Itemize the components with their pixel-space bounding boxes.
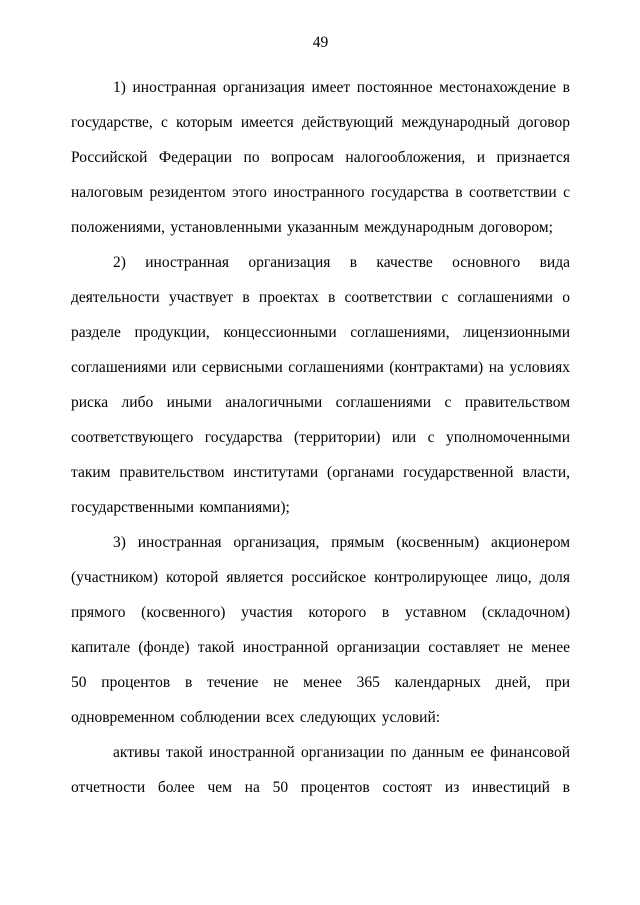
paragraph: активы такой иностранной организации по данным ее финансовой отчетности более чем на 50 процентов состоят из инвестиций в xyxy=(71,744,570,796)
paragraph: 3) иностранная организация, прямым (косвенным) акционером (участником) которой является российское контролирующее лицо, доля прямого (косвенного) участия которого в уставном (складочном) капитале (фонде) такой иностранной организации составляет не менее 50 процентов в течение не менее 365 календарных дней, при одновременном соблюдении всех следующих условий: xyxy=(71,534,570,726)
paragraph: 2) иностранная организация в качестве основного вида деятельности участвует в проектах в соответствии с соглашениями о разделе продукции, концессионными соглашениями, лицензионными соглашениями или сервисными соглашениями (контрактами) на условиях риска либо иными аналогичными соглашениями с правительством соответствующего государства (территории) или с уполномоченными таким правительством институтами (органами государственной власти, государственными компаниями); xyxy=(71,254,570,516)
paragraph: 1) иностранная организация имеет постоянное местонахождение в государстве, с которым имеется действующий международный договор Российской Федерации по вопросам налогообложения, и признается налоговым резидентом этого иностранного государства в соответствии с положениями, установленными указанным международным договором; xyxy=(71,79,570,236)
page-number: 49 xyxy=(312,34,329,51)
document-body xyxy=(71,70,570,805)
